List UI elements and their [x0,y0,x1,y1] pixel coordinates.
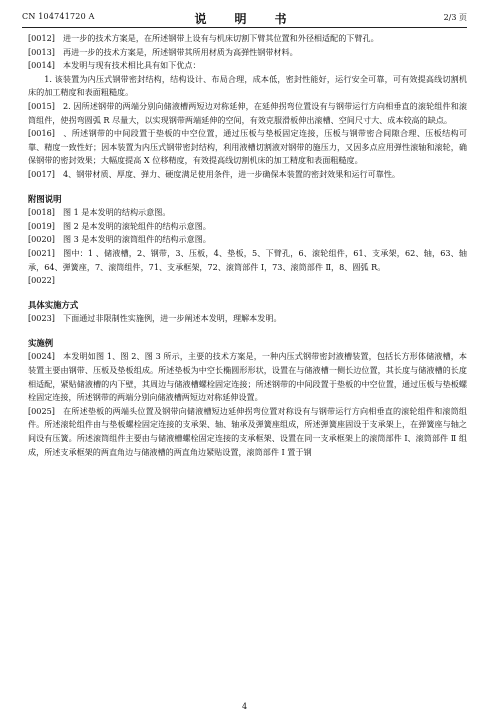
paragraph-number: [0017] [28,168,55,179]
paragraph-text: 进一步的技术方案是，在所述钢带上设有与机床切割下臂其位置和外径相适配的下臂孔。 [63,33,379,43]
paragraph-number: [0024] [28,351,55,362]
paragraph-group-advantages [28,32,467,182]
paragraph [28,73,467,100]
paragraph-number: [0021] [28,247,55,258]
paragraph [28,46,467,60]
paragraph [28,127,467,168]
section-heading-example: 实施例 [28,337,54,348]
paragraph-text: 下面通过非限制性实施例，进一步阐述本发明，理解本发明。 [63,313,282,324]
paragraph-number: [0015] [28,100,55,111]
paragraph-text: 图 1 是本发明的结构示意图。 [63,207,171,218]
paragraph-text: 在所述垫板的两端头位置及钢带向储液槽短边延伸拐弯位置对称设有与钢带运行方向相垂直的滚轮组件和滚筒组件。所述滚轮组件由与垫板螺栓固定连接的支承架、轴、轴承及弹簧座组成，所述弹簧座固设于支承架上，在弹簧座与轴之间设有压簧。所述滚筒组件主要由与储液槽螺栓固定连接的支承框架、设置在同一支承框架上的滚筒部件 Ⅰ、滚筒部件 Ⅱ 组成，所述支承框架的两直角边与储液槽的两直角边紧贴设置，滚筒部件 Ⅰ 置于钢 [28,405,467,457]
paragraph-text: 、所述钢带的中间段置于垫板的中空位置，通过压板与垫板固定连接，压板与钢带密合间隙合理、压板结构可靠、精度一致性好；因本装置为内压式钢带密封结构，利用液槽切割液对钢带的施压力，又因多点应用弹性滚轴和滚轮，确保钢带的密封效果；大幅度提高 X 位移精度，有效提高线切割机床的加工精度和表面粗糙度。 [28,128,467,166]
paragraph [28,274,467,288]
paragraph-number: [0016] [28,128,55,139]
document-type-title: 说 明 书 [194,12,295,26]
paragraph [28,100,467,127]
section-heading-figures: 附图说明 [28,193,62,204]
page-header [22,10,467,26]
paragraph [28,233,467,247]
paragraph-text: 本发明如图 1、图 2、图 3 所示，主要的技术方案是，一种内压式钢带密封液槽装置，包括长方形体储液槽，本装置主要由钢带、压板及垫板组成。所述垫板为中空长椭圆形形状，设置在与储液槽一侧长边位置，其长度与储液槽的长度相适配，紧贴储液槽的内下壁，其周边与储液槽螺栓固定连接；所述钢带的中间段置于垫板的中空位置，通过压板与垫板螺栓固定连接，所述钢带的两端分别向储液槽两短边对称延伸设置。 [28,351,467,403]
paragraph [28,220,467,234]
paragraph [28,247,467,274]
patent-number: CN 104741720 A [22,12,95,21]
paragraph-text: 图中：1 、储液槽，2、钢带，3、压板，4、垫板，5、下臂孔，6、滚轮组件，61、支承架，62、轴，63、轴承，64、弹簧座，7、滚筒组件，71、支承框架，72、滚筒部件 Ⅰ，73、滚筒部件 Ⅱ，8、圆弧 R。 [28,247,467,272]
paragraph [28,206,467,220]
paragraph [28,312,467,326]
paragraph-text: 4、钢带材质、厚度、弹力、硬度满足使用条件，进一步确保本装置的密封效果和运行可靠性。 [63,168,401,179]
paragraph-number: [0023] [28,313,55,324]
paragraph [28,168,467,182]
paragraph [28,59,467,73]
paragraph [28,32,467,46]
paragraph [28,405,467,459]
paragraph [28,350,467,404]
paragraph-number: [0012] [28,33,55,43]
document-body [28,32,467,459]
paragraph-group-example [28,350,467,459]
paragraph-number: [0014] [28,60,55,71]
paragraph-number: [0020] [28,234,55,245]
paragraph-text: 图 2 是本发明的滚轮组件的结构示意图。 [63,220,211,231]
paragraph-text: 图 3 是本发明的滚筒组件的结构示意图。 [63,234,211,245]
paragraph-number: [0019] [28,220,55,231]
page-number: 4 [241,702,248,711]
page-indicator: 2/3 页 [443,13,467,22]
paragraph-text: 1. 该装置为内压式钢带密封结构，结构设计、布局合理，成本低，密封性能好，运行安全可靠，可有效提高线切割机床的加工精度和表面粗糙度。 [28,73,467,98]
paragraph-group-figures [28,206,467,288]
paragraph-text: 2. 因所述钢带的两端分别向储液槽两短边对称延伸，在延伸拐弯位置设有与钢带运行方向相垂直的滚轮组件和滚筒组件，使拐弯圆弧 R 尽量大，以实现钢带两端延伸的空间，有效克服滑板伸出滚槽、空间尺寸大、成本较高的缺点。 [28,100,467,125]
section-heading-implementation: 具体实施方式 [28,299,79,310]
paragraph-text: 再进一步的技术方案是，所述钢带其所用材质为高弹性钢带材料。 [63,46,298,57]
paragraph-number: [0022] [28,275,55,286]
paragraph-number: [0025] [28,405,55,416]
paragraph-text: 本发明与现有技术相比具有如下优点： [63,60,201,71]
header-divider [22,27,467,28]
paragraph-number: [0018] [28,207,55,218]
paragraph-group-implementation [28,312,467,326]
paragraph-number: [0013] [28,46,55,57]
